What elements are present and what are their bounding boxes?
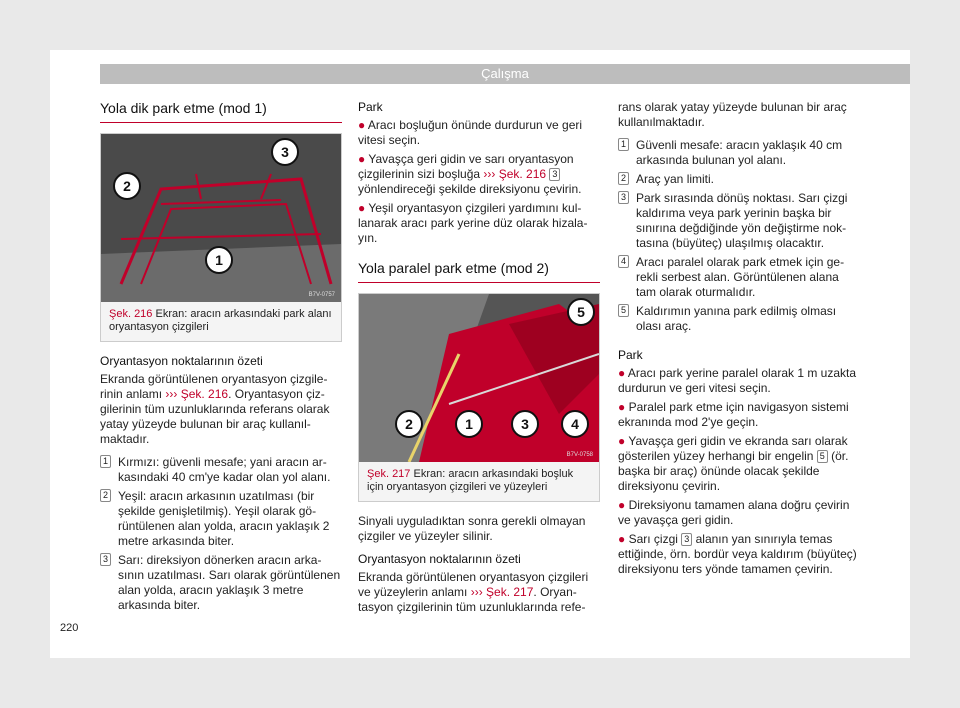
bullet-item: [358, 201, 600, 246]
list-item: [100, 553, 342, 613]
bullet-text: Yeşil oryantasyon çizgileri yardımını kullanarak aracı park yerine düz olarak hizalayın.: [358, 201, 588, 245]
number-badge: 1: [618, 138, 629, 151]
bullet-icon: ●: [618, 366, 626, 380]
number-badge: 4: [618, 255, 629, 268]
bullet-item: [618, 400, 860, 430]
list-item-text: Aracı paralel olarak park etmek için gerekli serbest alan. Görüntülenen alana tam olarak oturmalıdır.: [636, 255, 845, 299]
callout-3: 3: [271, 138, 299, 166]
list-item: [100, 455, 342, 485]
number-badge: 5: [817, 450, 828, 463]
number-badge: 1: [100, 455, 111, 468]
list-item: [100, 489, 342, 549]
subheading: Oryantasyon noktalarının özeti: [358, 552, 521, 566]
figure-number: Şek. 216: [109, 308, 153, 320]
column-2: [358, 100, 600, 615]
bullet-text: Sarı çizgi: [628, 532, 682, 546]
section-title: Yola paralel park etme (mod 2): [358, 260, 600, 283]
number-badge: 5: [618, 304, 629, 317]
rear-camera-image: [359, 294, 599, 462]
image-tag: B7V-0757: [308, 292, 335, 298]
bullet-item: [618, 366, 860, 396]
paragraph: Sinyali uyguladıktan sonra gerekli olmayan çizgiler ve yüzeyler silinir.: [358, 514, 586, 543]
list-item-text: Park sırasında dönüş noktası. Sarı çizgi kaldırıma veya park yerinin başka bir sınırına değdiğinde yön değiştirme noktasına (büyüteç) ulaşılmış olacaktır.: [636, 191, 848, 250]
callout-5: 5: [567, 298, 595, 326]
callout-4: 4: [561, 410, 589, 438]
paragraph-text: Ekranda görüntülenen oryantasyon çizgilerinin anlamı: [100, 372, 328, 401]
number-badge: 3: [549, 168, 560, 181]
image-tag: B7V-0758: [566, 452, 593, 458]
paragraph: [100, 372, 342, 447]
subheading: Oryantasyon noktalarının özeti: [100, 354, 263, 368]
number-badge: 2: [100, 489, 111, 502]
list-item-text: Güvenli mesafe: aracın yaklaşık 40 cm arkasında bulunan yol alanı.: [636, 138, 843, 167]
figure-caption: [101, 302, 341, 341]
figure-link[interactable]: ››› Şek. 216: [165, 387, 229, 401]
number-badge: 2: [618, 172, 629, 185]
list-item-text: Araç yan limiti.: [636, 172, 715, 186]
chapter-header: Çalışma: [100, 64, 910, 84]
paragraph-text: Ekranda görüntülenen oryantasyon çizgileri ve yüzeylerin anlamı: [358, 570, 589, 599]
paragraph: [358, 570, 600, 615]
bullet-text: Direksiyonu tamamen alana doğru çevirin ve yavaşça geri gidin.: [618, 498, 850, 527]
callout-3: 3: [511, 410, 539, 438]
number-badge: 3: [100, 553, 111, 566]
figure-number: Şek. 217: [367, 468, 411, 480]
list-item: [618, 191, 860, 251]
bullet-icon: ●: [358, 152, 366, 166]
figure-caption-text: Ekran: aracın arkasındaki park alanı oryantasyon çizgileri: [109, 308, 332, 333]
callout-1: 1: [455, 410, 483, 438]
figure-link[interactable]: ››› Şek. 217: [470, 585, 534, 599]
number-badge: 3: [618, 191, 629, 204]
list-item: [618, 304, 860, 334]
callout-2: 2: [113, 172, 141, 200]
bullet-item: [618, 498, 860, 528]
bullet-text: alanın yan sınırıyla temas ettiğinde, örn. bordür veya kaldırım (büyüteç) direksiyonu ters yönde tamamen çevirin.: [618, 532, 857, 576]
manual-page: [50, 50, 910, 658]
figure-caption-text: Ekran: aracın arkasındaki boşluk için oryantasyon çizgileri ve yüzeyleri: [367, 468, 574, 493]
bullet-icon: ●: [618, 498, 626, 512]
list-item-text: Kaldırımın yanına park edilmiş olması olası araç.: [636, 304, 837, 333]
parking-lines-illustration: [101, 134, 341, 302]
bullet-text: (ör. başka bir araç) önünde olacak şekilde direksiyonu çevirin.: [618, 449, 849, 493]
figure-caption: [359, 462, 599, 501]
bullet-text: Yavaşça geri gidin ve sarı oryantasyon çizgilerinin sizi boşluğa: [358, 152, 574, 181]
bullet-icon: ●: [618, 532, 626, 546]
figure-216: [100, 133, 342, 342]
paragraph: rans olarak yatay yüzeyde bulunan bir araç kullanılmaktadır.: [618, 100, 847, 129]
bullet-item: [358, 118, 600, 148]
list-item-text: Kırmızı: güvenli mesafe; yani aracın arkasındaki 40 cm'ye kadar olan yol alanı.: [118, 455, 331, 484]
bullet-icon: ●: [618, 434, 626, 448]
bullet-item: [618, 532, 860, 577]
subheading: Park: [358, 100, 383, 114]
callout-1: 1: [205, 246, 233, 274]
callout-2: 2: [395, 410, 423, 438]
paragraph-text: . Oryantasyon çizgilerinin tüm uzunluklarında referans olarak yatay yüzeyde bulunan bir araç kullanılmaktadır.: [100, 387, 330, 446]
list-item-text: Sarı: direksiyon dönerken aracın arkasının uzatılması. Sarı olarak görüntülenen alan yolda, aracın yaklaşık 3 metre arkasında biter.: [118, 553, 341, 612]
bullet-icon: ●: [618, 400, 626, 414]
column-3: [618, 100, 860, 581]
bullet-text: Aracı park yerine paralel olarak 1 m uzakta durdurun ve geri vitesi seçin.: [618, 366, 857, 395]
figure-217: [358, 293, 600, 502]
bullet-text: Yavaşça geri gidin ve ekranda sarı olarak gösterilen yüzey herhangi bir engelin: [618, 434, 848, 463]
rear-camera-image: [101, 134, 341, 302]
subheading: Park: [618, 348, 643, 362]
list-item-text: Yeşil: aracın arkasının uzatılması (bir şekilde genişletilmiş). Yeşil olarak görüntülenen alan yolda, aracın yaklaşık 2 metre arkasında biter.: [118, 489, 330, 548]
parallel-parking-illustration: [359, 294, 599, 462]
paragraph-text: . Oryantasyon çizgilerinin tüm uzunluklarında refe-: [358, 585, 586, 614]
figure-link[interactable]: ››› Şek. 216: [483, 167, 547, 181]
bullet-item: [618, 434, 860, 494]
bullet-text: Paralel park etme için navigasyon sistemi ekranında mod 2'ye geçin.: [618, 400, 849, 429]
list-item: [618, 255, 860, 300]
bullet-text: yönlendireceği şekilde direksiyonu çevirin.: [358, 182, 582, 196]
bullet-icon: ●: [358, 201, 366, 215]
bullet-text: Aracı boşluğun önünde durdurun ve geri vitesi seçin.: [358, 118, 583, 147]
page-number: 220: [60, 622, 79, 634]
section-title: Yola dik park etme (mod 1): [100, 100, 342, 123]
bullet-icon: ●: [358, 118, 366, 132]
bullet-item: [358, 152, 600, 197]
number-badge: 3: [681, 533, 692, 546]
list-item: [618, 172, 860, 187]
list-item: [618, 138, 860, 168]
column-1: [100, 100, 342, 617]
